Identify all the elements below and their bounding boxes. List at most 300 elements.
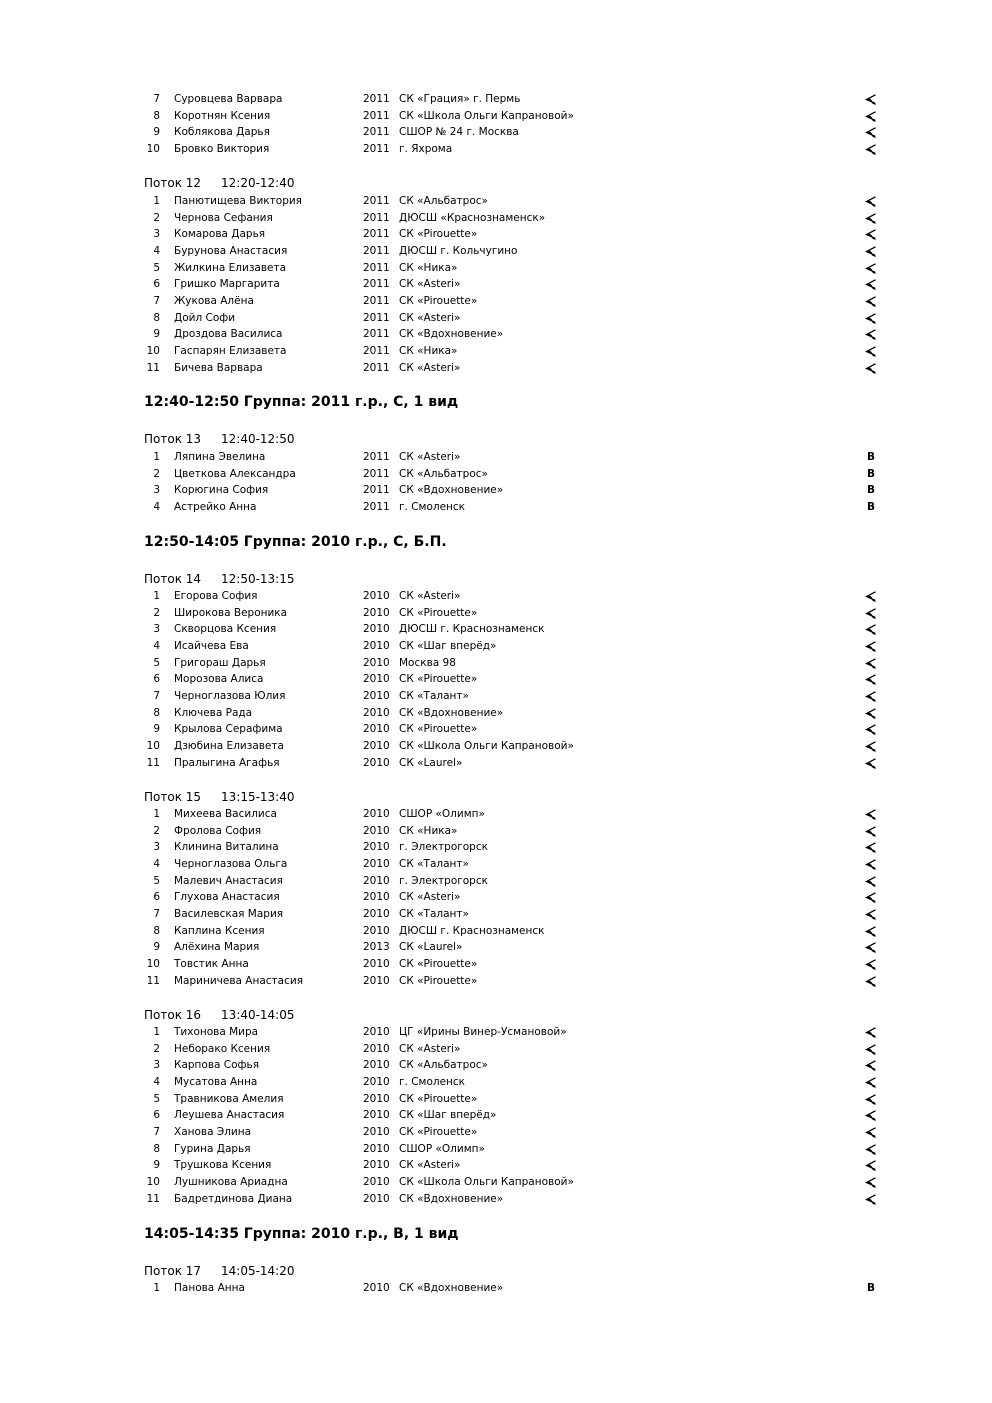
athlete-name: Астрейко Анна — [174, 500, 257, 513]
entry-number: 10 — [146, 142, 160, 155]
birth-year: 2011 — [363, 451, 390, 463]
birth-year: 2011 — [363, 228, 390, 241]
table-row — [0, 91, 992, 107]
table-row — [0, 482, 992, 498]
athlete-name: Каплина Ксения — [174, 924, 265, 937]
apparatus-cell — [863, 839, 879, 853]
birth-year: 2011 — [363, 93, 390, 105]
table-row — [0, 973, 992, 989]
apparatus-cell: В — [866, 484, 875, 497]
club-name: СК «Laurel» — [399, 941, 463, 954]
club-name: СК «Ника» — [399, 824, 458, 837]
athlete-name: Гришко Маргарита — [174, 278, 280, 291]
birth-year: 2011 — [363, 311, 390, 324]
birth-year: 2010 — [363, 1042, 390, 1055]
athlete-name: Малевич Анастасия — [174, 874, 283, 887]
club-name: СК «Школа Ольги Капрановой» — [399, 109, 574, 122]
apparatus-cell — [863, 621, 879, 635]
athlete-name: Крылова Серафима — [174, 723, 283, 736]
athlete-name: Корюгина София — [174, 484, 269, 497]
club-name: СШОР «Олимп» — [399, 808, 485, 820]
entry-number: 2 — [153, 211, 160, 224]
flow-label: Поток 12 — [144, 176, 202, 190]
apparatus-cell — [863, 923, 879, 937]
table-row — [0, 293, 992, 309]
athlete-name: Ханова Элина — [174, 1125, 252, 1138]
athlete-name: Дзюбина Елизавета — [174, 739, 284, 752]
club-name: СК «Альбатрос» — [399, 467, 488, 480]
table-row — [0, 839, 992, 855]
ribbon-icon — [865, 213, 877, 224]
ribbon-icon — [865, 976, 877, 987]
ribbon-icon — [865, 1160, 877, 1171]
ribbon-icon — [865, 826, 877, 837]
club-name: СК «Альбатрос» — [399, 195, 488, 207]
flow-time: 12:50-13:15 — [221, 572, 295, 586]
apparatus-cell — [863, 124, 879, 138]
entry-number: 3 — [153, 484, 160, 497]
club-name: СК «Грация» г. Пермь — [399, 93, 521, 105]
entry-number: 1 — [153, 1026, 160, 1038]
entry-number: 8 — [153, 706, 160, 719]
athlete-name: Дроздова Василиса — [174, 328, 283, 341]
table-row — [0, 1057, 992, 1073]
athlete-name: Скворцова Ксения — [174, 623, 277, 636]
club-name: ДЮСШ г. Краснознаменск — [399, 924, 545, 937]
flow-label: Поток 16 — [144, 1008, 202, 1022]
ribbon-icon — [865, 1110, 877, 1121]
table-row — [0, 343, 992, 359]
athlete-name: Гаспарян Елизавета — [174, 344, 287, 357]
table-row — [0, 671, 992, 687]
ribbon-icon — [865, 1044, 877, 1055]
birth-year: 2011 — [363, 109, 390, 122]
athlete-name: Трушкова Ксения — [174, 1159, 272, 1172]
flow-label: Поток 17 — [144, 1264, 202, 1278]
club-name: СК «Шаг вперёд» — [399, 1109, 497, 1122]
club-name: г. Электрогорск — [399, 874, 488, 887]
athlete-name: Пралыгина Агафья — [174, 756, 280, 769]
apparatus-cell — [863, 605, 879, 619]
entry-number: 9 — [153, 941, 160, 954]
entry-number: 3 — [153, 841, 160, 854]
table-row — [0, 1091, 992, 1107]
athlete-name: Глухова Анастасия — [174, 891, 280, 904]
apparatus-cell — [863, 210, 879, 224]
entry-number: 1 — [153, 195, 160, 207]
athlete-name: Мариничева Анастасия — [174, 974, 304, 987]
club-name: СК «Талант» — [399, 857, 469, 870]
club-name: СК «Альбатрос» — [399, 1059, 488, 1072]
entry-number: 4 — [153, 244, 160, 257]
birth-year: 2011 — [363, 142, 390, 155]
ribbon-icon — [865, 111, 877, 122]
table-row — [0, 360, 992, 376]
club-name: СК «Pirouette» — [399, 294, 478, 307]
flow-time: 14:05-14:20 — [221, 1264, 295, 1278]
ribbon-icon — [865, 1127, 877, 1138]
apparatus-cell: В — [866, 451, 875, 463]
table-row — [0, 243, 992, 259]
ribbon-icon — [865, 708, 877, 719]
club-name: СК «Pirouette» — [399, 957, 478, 970]
table-row — [0, 499, 992, 515]
entry-number: 3 — [153, 228, 160, 241]
birth-year: 2011 — [363, 126, 390, 139]
entry-number: 8 — [153, 1142, 160, 1155]
birth-year: 2011 — [363, 484, 390, 497]
entry-number: 6 — [153, 673, 160, 686]
apparatus-cell — [863, 671, 879, 685]
club-name: СК «Asteri» — [399, 278, 461, 291]
athlete-name: Комарова Дарья — [174, 228, 266, 241]
birth-year: 2011 — [363, 344, 390, 357]
club-name: СК «Pirouette» — [399, 974, 478, 987]
club-name: СК «Талант» — [399, 907, 469, 920]
apparatus-cell — [863, 293, 879, 307]
athlete-name: Панютищева Виктория — [174, 195, 302, 207]
apparatus-cell — [863, 1091, 879, 1105]
club-name: СК «Ника» — [399, 261, 458, 274]
ribbon-icon — [865, 624, 877, 635]
table-row — [0, 939, 992, 955]
club-name: СШОР «Олимп» — [399, 1142, 485, 1155]
club-name: СК «Pirouette» — [399, 1092, 478, 1105]
athlete-name: Ключева Рада — [174, 706, 253, 719]
apparatus-cell — [863, 1124, 879, 1138]
birth-year: 2010 — [363, 689, 390, 702]
entry-number: 7 — [153, 93, 160, 105]
birth-year: 2010 — [363, 723, 390, 736]
athlete-name: Егорова София — [174, 590, 258, 602]
ribbon-icon — [865, 741, 877, 752]
entry-number: 4 — [153, 639, 160, 652]
athlete-name: Жилкина Елизавета — [174, 261, 287, 274]
club-name: СК «Asteri» — [399, 1159, 461, 1172]
flow-time: 13:15-13:40 — [221, 790, 295, 804]
flow-label: Поток 15 — [144, 790, 202, 804]
athlete-name: Бурунова Анастасия — [174, 244, 288, 257]
club-name: СК «Asteri» — [399, 1042, 461, 1055]
birth-year: 2010 — [363, 1075, 390, 1088]
athlete-name: Гурина Дарья — [174, 1142, 251, 1155]
ribbon-icon — [865, 1194, 877, 1205]
birth-year: 2010 — [363, 924, 390, 937]
athlete-name: Коблякова Дарья — [174, 126, 270, 139]
athlete-name: Бичева Варвара — [174, 361, 263, 374]
apparatus-cell — [863, 705, 879, 719]
apparatus-cell — [863, 360, 879, 374]
athlete-name: Алёхина Мария — [174, 941, 260, 954]
entry-number: 2 — [153, 467, 160, 480]
entry-number: 8 — [153, 311, 160, 324]
ribbon-icon — [865, 363, 877, 374]
athlete-name: Леушева Анастасия — [174, 1109, 285, 1122]
table-row — [0, 873, 992, 889]
entry-number: 10 — [146, 739, 160, 752]
club-name: СК «Школа Ольги Капрановой» — [399, 739, 574, 752]
apparatus-cell — [863, 889, 879, 903]
entry-number: 7 — [153, 294, 160, 307]
birth-year: 2011 — [363, 467, 390, 480]
entry-number: 9 — [153, 328, 160, 341]
athlete-name: Неборако Ксения — [174, 1042, 271, 1055]
table-row — [0, 738, 992, 754]
ribbon-icon — [865, 1060, 877, 1071]
ribbon-icon — [865, 758, 877, 769]
apparatus-cell — [863, 755, 879, 769]
club-name: ДЮСШ г. Кольчугино — [399, 244, 518, 257]
birth-year: 2013 — [363, 941, 390, 954]
entry-number: 4 — [153, 500, 160, 513]
entry-number: 9 — [153, 723, 160, 736]
club-name: СК «Pirouette» — [399, 673, 478, 686]
flow-time: 12:40-12:50 — [221, 432, 295, 446]
entry-number: 8 — [153, 109, 160, 122]
apparatus-cell — [863, 873, 879, 887]
athlete-name: Широкова Вероника — [174, 606, 288, 619]
apparatus-cell — [863, 655, 879, 669]
club-name: СК «Laurel» — [399, 756, 463, 769]
apparatus-cell — [863, 956, 879, 970]
club-name: СК «Pirouette» — [399, 228, 478, 241]
birth-year: 2010 — [363, 857, 390, 870]
ribbon-icon — [865, 926, 877, 937]
ribbon-icon — [865, 859, 877, 870]
birth-year: 2010 — [363, 1282, 390, 1294]
club-name: ДЮСШ г. Краснознаменск — [399, 623, 545, 636]
apparatus-cell — [863, 1041, 879, 1055]
table-row — [0, 1024, 992, 1040]
club-name: СК «Pirouette» — [399, 723, 478, 736]
flow-header — [144, 570, 295, 588]
flow-header — [144, 1262, 295, 1280]
club-name: Москва 98 — [399, 656, 456, 669]
birth-year: 2010 — [363, 824, 390, 837]
athlete-name: Черноглазова Юлия — [174, 689, 286, 702]
apparatus-cell — [863, 721, 879, 735]
birth-year: 2010 — [363, 874, 390, 887]
birth-year: 2010 — [363, 656, 390, 669]
ribbon-icon — [865, 1094, 877, 1105]
club-name: ДЮСШ «Краснознаменск» — [399, 211, 546, 224]
birth-year: 2010 — [363, 841, 390, 854]
ribbon-icon — [865, 809, 877, 820]
table-row — [0, 326, 992, 342]
ribbon-icon — [865, 279, 877, 290]
table-row — [0, 141, 992, 157]
birth-year: 2011 — [363, 278, 390, 291]
ribbon-icon — [865, 246, 877, 257]
club-name: СК «Pirouette» — [399, 606, 478, 619]
ribbon-icon — [865, 1027, 877, 1038]
athlete-name: Лушникова Ариадна — [174, 1175, 288, 1188]
apparatus-cell — [863, 806, 879, 820]
entry-number: 10 — [146, 1175, 160, 1188]
birth-year: 2011 — [363, 328, 390, 341]
birth-year: 2010 — [363, 739, 390, 752]
flow-header — [144, 430, 295, 448]
apparatus-cell — [863, 193, 879, 207]
athlete-name: Ляпина Эвелина — [174, 451, 266, 463]
apparatus-cell — [863, 1191, 879, 1205]
ribbon-icon — [865, 94, 877, 105]
ribbon-icon — [865, 674, 877, 685]
apparatus-cell — [863, 1107, 879, 1121]
club-name: СК «Asteri» — [399, 590, 461, 602]
athlete-name: Исайчева Ева — [174, 639, 249, 652]
entry-number: 9 — [153, 1159, 160, 1172]
birth-year: 2010 — [363, 706, 390, 719]
table-row — [0, 806, 992, 822]
birth-year: 2011 — [363, 244, 390, 257]
ribbon-icon — [865, 144, 877, 155]
entry-number: 5 — [153, 656, 160, 669]
entry-number: 5 — [153, 1092, 160, 1105]
table-row — [0, 956, 992, 972]
birth-year: 2011 — [363, 261, 390, 274]
flow-header — [144, 174, 295, 192]
apparatus-cell — [863, 1141, 879, 1155]
club-name: СШОР № 24 г. Москва — [399, 126, 519, 139]
ribbon-icon — [865, 909, 877, 920]
entry-number: 6 — [153, 1109, 160, 1122]
athlete-name: Бровко Виктория — [174, 142, 270, 155]
club-name: СК «Вдохновение» — [399, 484, 504, 497]
ribbon-icon — [865, 346, 877, 357]
entry-number: 2 — [153, 824, 160, 837]
apparatus-cell — [863, 939, 879, 953]
club-name: г. Смоленск — [399, 1075, 466, 1088]
athlete-name: Василевская Мария — [174, 907, 284, 920]
table-row — [0, 1280, 992, 1296]
birth-year: 2011 — [363, 500, 390, 513]
birth-year: 2010 — [363, 808, 390, 820]
entry-number: 7 — [153, 907, 160, 920]
entry-number: 4 — [153, 1075, 160, 1088]
apparatus-cell — [863, 310, 879, 324]
flow-header — [144, 788, 295, 806]
birth-year: 2011 — [363, 211, 390, 224]
birth-year: 2010 — [363, 891, 390, 904]
athlete-name: Мусатова Анна — [174, 1075, 258, 1088]
apparatus-cell — [863, 343, 879, 357]
apparatus-cell — [863, 588, 879, 602]
athlete-name: Тихонова Мира — [174, 1026, 259, 1038]
entry-number: 5 — [153, 261, 160, 274]
group-heading: 12:50-14:05 Группа: 2010 г.р., С, Б.П. — [144, 534, 447, 550]
entry-number: 1 — [153, 808, 160, 820]
ribbon-icon — [865, 1144, 877, 1155]
birth-year: 2010 — [363, 623, 390, 636]
athlete-name: Фролова София — [174, 824, 262, 837]
club-name: СК «Ника» — [399, 344, 458, 357]
ribbon-icon — [865, 127, 877, 138]
entry-number: 8 — [153, 924, 160, 937]
ribbon-icon — [865, 724, 877, 735]
athlete-name: Клинина Виталина — [174, 841, 279, 854]
table-row — [0, 923, 992, 939]
birth-year: 2010 — [363, 1092, 390, 1105]
apparatus-cell — [863, 1174, 879, 1188]
flow-time: 12:20-12:40 — [221, 176, 295, 190]
entry-number: 7 — [153, 1125, 160, 1138]
entry-number: 11 — [146, 361, 160, 374]
table-row — [0, 1191, 992, 1207]
entry-number: 5 — [153, 874, 160, 887]
table-row — [0, 1157, 992, 1173]
athlete-name: Дойл Софи — [174, 311, 236, 324]
apparatus-cell — [863, 1157, 879, 1171]
athlete-name: Коротнян Ксения — [174, 109, 271, 122]
table-row — [0, 449, 992, 465]
entry-number: 10 — [146, 344, 160, 357]
birth-year: 2010 — [363, 1142, 390, 1155]
table-row — [0, 226, 992, 242]
athlete-name: Черноглазова Ольга — [174, 857, 288, 870]
table-row — [0, 1107, 992, 1123]
entry-number: 1 — [153, 590, 160, 602]
apparatus-cell — [863, 1024, 879, 1038]
birth-year: 2010 — [363, 1109, 390, 1122]
table-row — [0, 466, 992, 482]
birth-year: 2010 — [363, 974, 390, 987]
apparatus-cell — [863, 856, 879, 870]
club-name: СК «Вдохновение» — [399, 1192, 504, 1205]
club-name: СК «Талант» — [399, 689, 469, 702]
ribbon-icon — [865, 608, 877, 619]
club-name: СК «Шаг вперёд» — [399, 639, 497, 652]
table-row — [0, 1124, 992, 1140]
club-name: ЦГ «Ирины Винер-Усмановой» — [399, 1026, 567, 1038]
birth-year: 2010 — [363, 957, 390, 970]
flow-label: Поток 14 — [144, 572, 202, 586]
apparatus-cell — [863, 141, 879, 155]
apparatus-cell — [863, 226, 879, 240]
table-row — [0, 721, 992, 737]
entry-number: 10 — [146, 957, 160, 970]
entry-number: 2 — [153, 1042, 160, 1055]
apparatus-cell — [863, 688, 879, 702]
entry-number: 9 — [153, 126, 160, 139]
ribbon-icon — [865, 641, 877, 652]
birth-year: 2011 — [363, 195, 390, 207]
table-row — [0, 1041, 992, 1057]
ribbon-icon — [865, 691, 877, 702]
entry-number: 1 — [153, 451, 160, 463]
birth-year: 2010 — [363, 673, 390, 686]
birth-year: 2010 — [363, 1026, 390, 1038]
ribbon-icon — [865, 876, 877, 887]
ribbon-icon — [865, 229, 877, 240]
birth-year: 2010 — [363, 606, 390, 619]
entry-number: 3 — [153, 1059, 160, 1072]
athlete-name: Суровцева Варвара — [174, 93, 283, 105]
ribbon-icon — [865, 1077, 877, 1088]
table-row — [0, 1141, 992, 1157]
apparatus-cell — [863, 108, 879, 122]
birth-year: 2011 — [363, 361, 390, 374]
athlete-name: Бадретдинова Диана — [174, 1192, 293, 1205]
entry-number: 4 — [153, 857, 160, 870]
athlete-name: Чернова Сефания — [174, 211, 273, 224]
ribbon-icon — [865, 329, 877, 340]
table-row — [0, 906, 992, 922]
athlete-name: Товстик Анна — [174, 957, 249, 970]
birth-year: 2010 — [363, 1175, 390, 1188]
ribbon-icon — [865, 263, 877, 274]
entry-number: 11 — [146, 974, 160, 987]
